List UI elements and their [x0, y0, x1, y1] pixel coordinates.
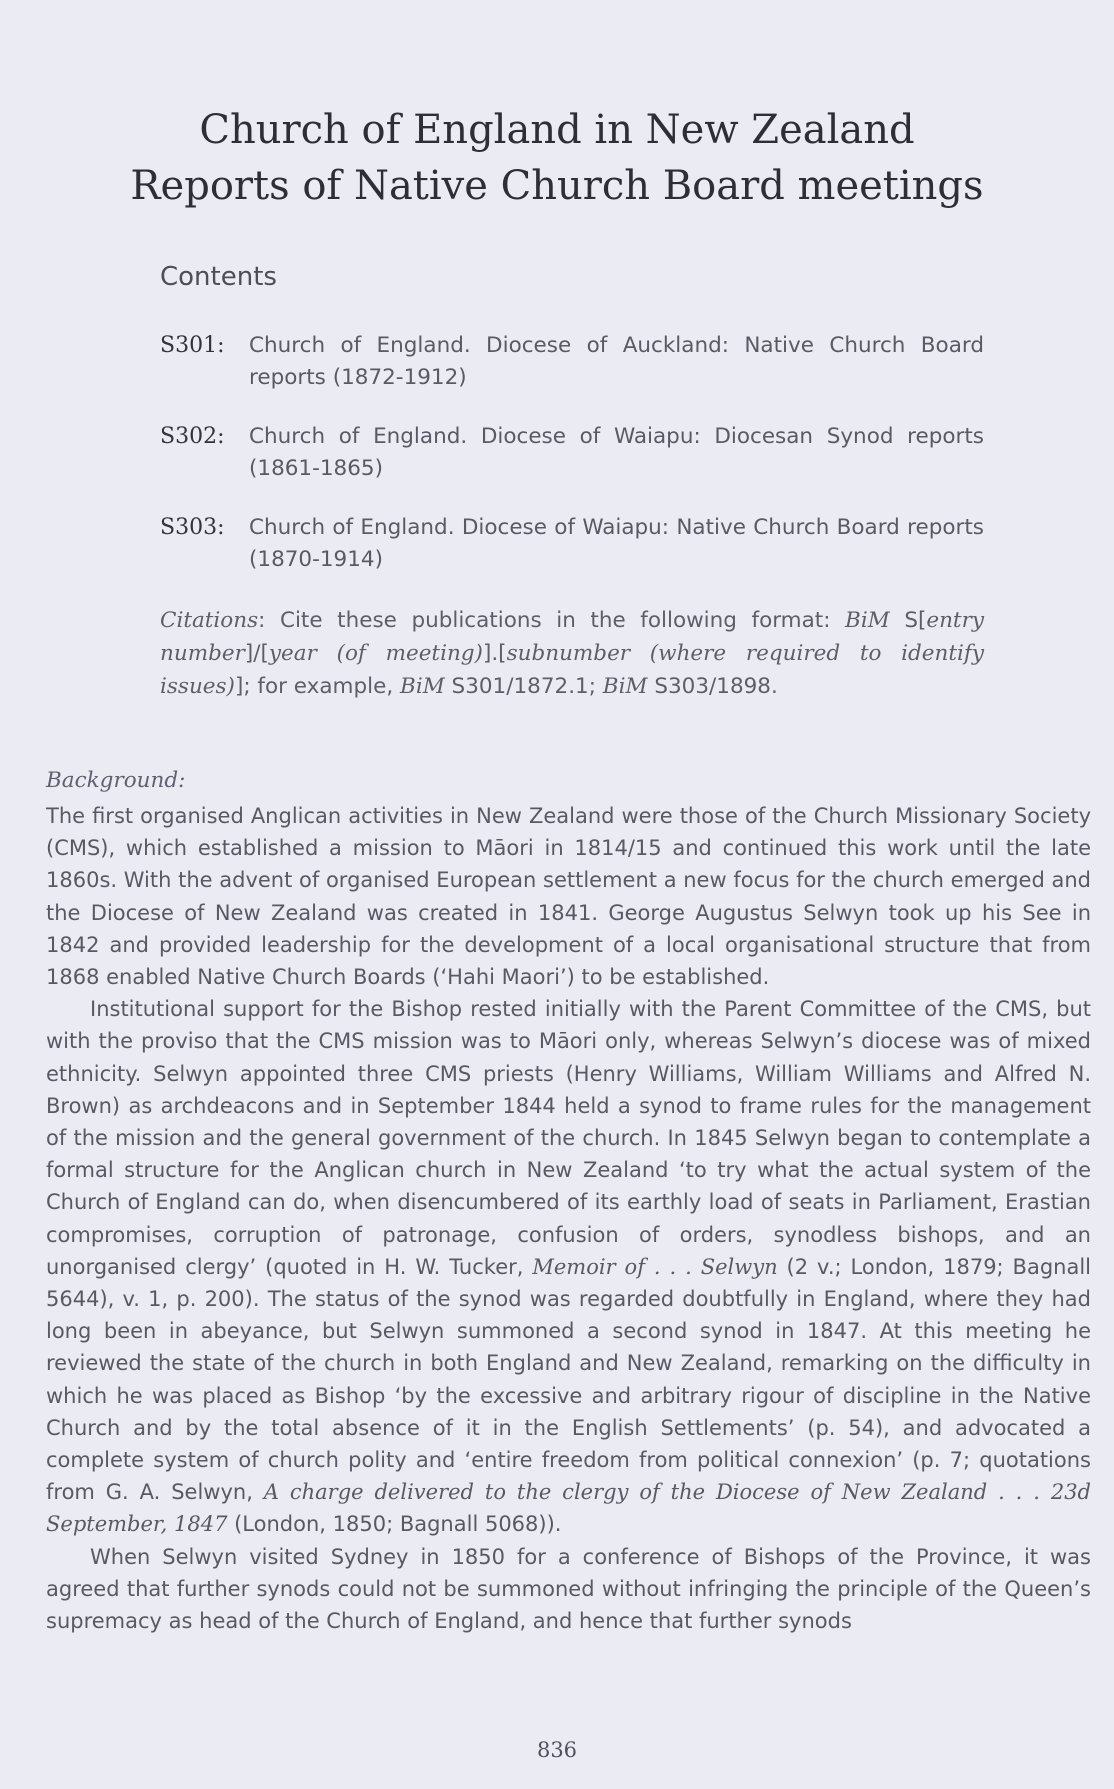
background-body — [46, 800, 1091, 1637]
citation-text: S303/1898. — [647, 674, 778, 699]
background-paragraph-3: When Selwyn visited Sydney in 1850 for a conference of Bishops of the Province, it was agreed that further synods could not be summoned without infringing the principle of the Queen’s supremacy as head of the Church of England, and hence that further synods — [46, 1544, 1091, 1634]
citation-text: S301/1872.1; — [444, 674, 603, 699]
citation-text: year (of meeting) — [268, 641, 483, 666]
entry-code: S303: — [160, 515, 225, 540]
citation-text: BiM — [602, 674, 648, 699]
background-paragraph-2 — [46, 993, 1091, 1540]
book-title: Memoir of . . . Selwyn — [532, 1254, 778, 1279]
background-label: Background: — [46, 768, 186, 793]
entry-code: S301: — [160, 333, 225, 358]
citation-text: subnumber (where required to identify issues) — [160, 641, 984, 699]
entry-code: S302: — [160, 424, 225, 449]
citation-text: ]/[ — [244, 641, 269, 666]
paragraph-text: (London, 1850; Bagnall 5068)). — [227, 1512, 562, 1537]
page-title — [0, 102, 1114, 214]
citation-text: ].[ — [482, 641, 507, 666]
contents-entry-s301 — [160, 330, 984, 394]
entry-description: Church of England. Diocese of Auckland: Native Church Board reports (1872-1912) — [249, 333, 984, 390]
contents-entry-s302 — [160, 421, 984, 485]
citation-text: ]; for example, — [234, 674, 401, 699]
citation-text: BiM — [845, 608, 890, 633]
citation-text: BiM — [400, 674, 445, 699]
citation-text: S[ — [889, 608, 927, 633]
title-line-1: Church of England in New Zealand — [199, 107, 915, 153]
contents-heading: Contents — [160, 262, 277, 292]
entry-description: Church of England. Diocese of Waiapu: Native Church Board reports (1870-1914) — [249, 515, 984, 572]
entry-description: Church of England. Diocese of Waiapu: Diocesan Synod reports (1861-1865) — [249, 424, 984, 481]
citations-label: Citations — [160, 608, 259, 633]
citation-text: : Cite these publications in the following format: — [258, 608, 846, 633]
contents-entry-s303 — [160, 512, 984, 576]
book-title: A charge delivered to the clergy of the Diocese of New Zealand . . . 23d September, 1847 — [46, 1480, 1092, 1537]
paragraph-text: Institutional support for the Bishop rested initially with the Parent Committee of the CMS, but with the proviso that the CMS mission was to Māori only, whereas Selwyn’s diocese was of mixed ethnicity. Selwyn appointed three CMS priests (Henry Williams, William Williams and Alfred N. Brown) as archdeacons and in September 1844 held a synod to frame rules for the management of the mission and the general government of the church. In 1845 Selwyn began to contemplate a formal structure for the Anglican church in New Zealand ‘to try what the actual system of the Church of England can do, when disencumbered of its earthly load of seats in Parliament, Erastian compromises, corruption of patronage, confusion of orders, synodless bishops, and an unorganised clergy’ (quoted in H. W. Tucker, — [46, 997, 1091, 1279]
citations-note — [160, 604, 984, 703]
page-number: 836 — [536, 1738, 578, 1762]
paragraph-text: (2 v.; London, 1879; Bagnall 5644), v. 1, p. 200). The status of the synod was regarded doubtfully in England, where they had long been in abeyance, but Selwyn summoned a second synod in 1847. At this meeting he reviewed the state of the church in both England and New Zealand, remarking on the difficulty in which he was placed as Bishop ‘by the excessive and arbitrary rigour of discipline in the Native Church and by the total absence of it in the English Settlements’ (p. 54), and advocated a complete system of church polity and ‘entire freedom from political connexion’ (p. 7; quotations from G. A. Selwyn, — [46, 1254, 1092, 1505]
background-paragraph-1: The first organised Anglican activities in New Zealand were those of the Church Missionary Society (CMS), which established a mission to Māori in 1814/15 and continued this work until the late 1860s. With the advent of organised European settlement a new focus for the church emerged and the Diocese of New Zealand was created in 1841. George Augustus Selwyn took up his See in 1842 and provided leadership for the development of a local organisational structure that from 1868 enabled Native Church Boards (‘Hahi Maori’) to be established. — [46, 804, 1091, 990]
title-line-2: Reports of Native Church Board meetings — [130, 163, 984, 209]
citation-text: entry number — [160, 608, 984, 666]
